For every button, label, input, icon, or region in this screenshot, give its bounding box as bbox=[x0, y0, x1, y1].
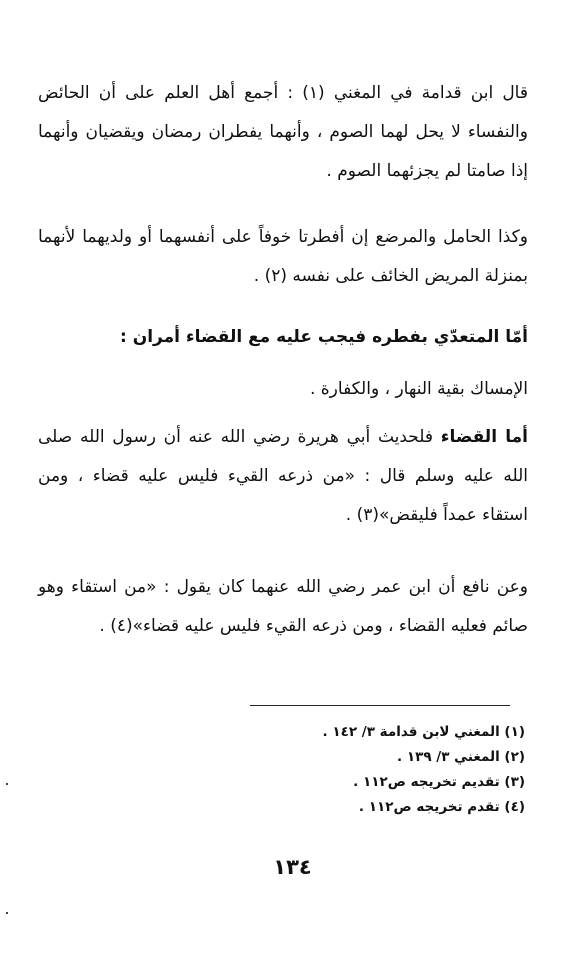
footnotes bbox=[225, 720, 525, 820]
footnote-1: (١) المغني لابن قدامة ٣/ ١٤٢ . bbox=[322, 724, 525, 740]
footnote-separator bbox=[250, 705, 510, 706]
footnote-4: (٤) تقدم تخريجه ص١١٢ . bbox=[358, 799, 525, 815]
paragraph-4 bbox=[38, 418, 528, 535]
footnote-3: (٣) تقديم تخريجه ص١١٢ . bbox=[353, 774, 525, 790]
paragraph-1-text: قال ابن قدامة في المغني (١) : أجمع أهل العلم على أن الحائض والنفساء لا يحل لهما الصوم ، وأنهما يفطران رمضان ويقضيان وأنهما إذا صامتا لم يجزئهما الصوم . bbox=[38, 83, 528, 181]
footnote-2: (٢) المغني ٣/ ١٣٩ . bbox=[397, 749, 525, 765]
paragraph-2 bbox=[38, 218, 528, 296]
paragraph-3-text: الإمساك بقية النهار ، والكفارة . bbox=[309, 379, 528, 399]
paragraph-4-text: فلحديث أبي هريرة رضي الله عنه أن رسول الله صلى الله عليه وسلم قال : «من ذرعه القيء فليس عليه قضاء ، ومن استقاء عمداً فليقض»(٣) . bbox=[38, 427, 528, 525]
section-heading bbox=[38, 318, 528, 357]
scan-speck bbox=[6, 912, 8, 914]
paragraph-1 bbox=[38, 74, 528, 191]
section-heading-text: أمّا المتعدّي بفطره فيجب عليه مع القضاء أمران : bbox=[119, 327, 528, 347]
paragraph-5 bbox=[38, 568, 528, 646]
scan-speck bbox=[6, 783, 8, 785]
paragraph-3 bbox=[38, 370, 528, 409]
paragraph-4-lead: أما القضاء bbox=[440, 427, 528, 447]
paragraph-5-text: وعن نافع أن ابن عمر رضي الله عنهما كان يقول : «من استقاء وهو صائم فعليه القضاء ، ومن ذرعه القيء فليس عليه قضاء»(٤) . bbox=[38, 577, 528, 636]
paragraph-2-text: وكذا الحامل والمرضع إن أفطرتا خوفاً على أنفسهما أو ولديهما لأنهما بمنزلة المريض الخائف على نفسه (٢) . bbox=[38, 227, 528, 286]
page-number: ١٣٤ bbox=[273, 855, 312, 879]
